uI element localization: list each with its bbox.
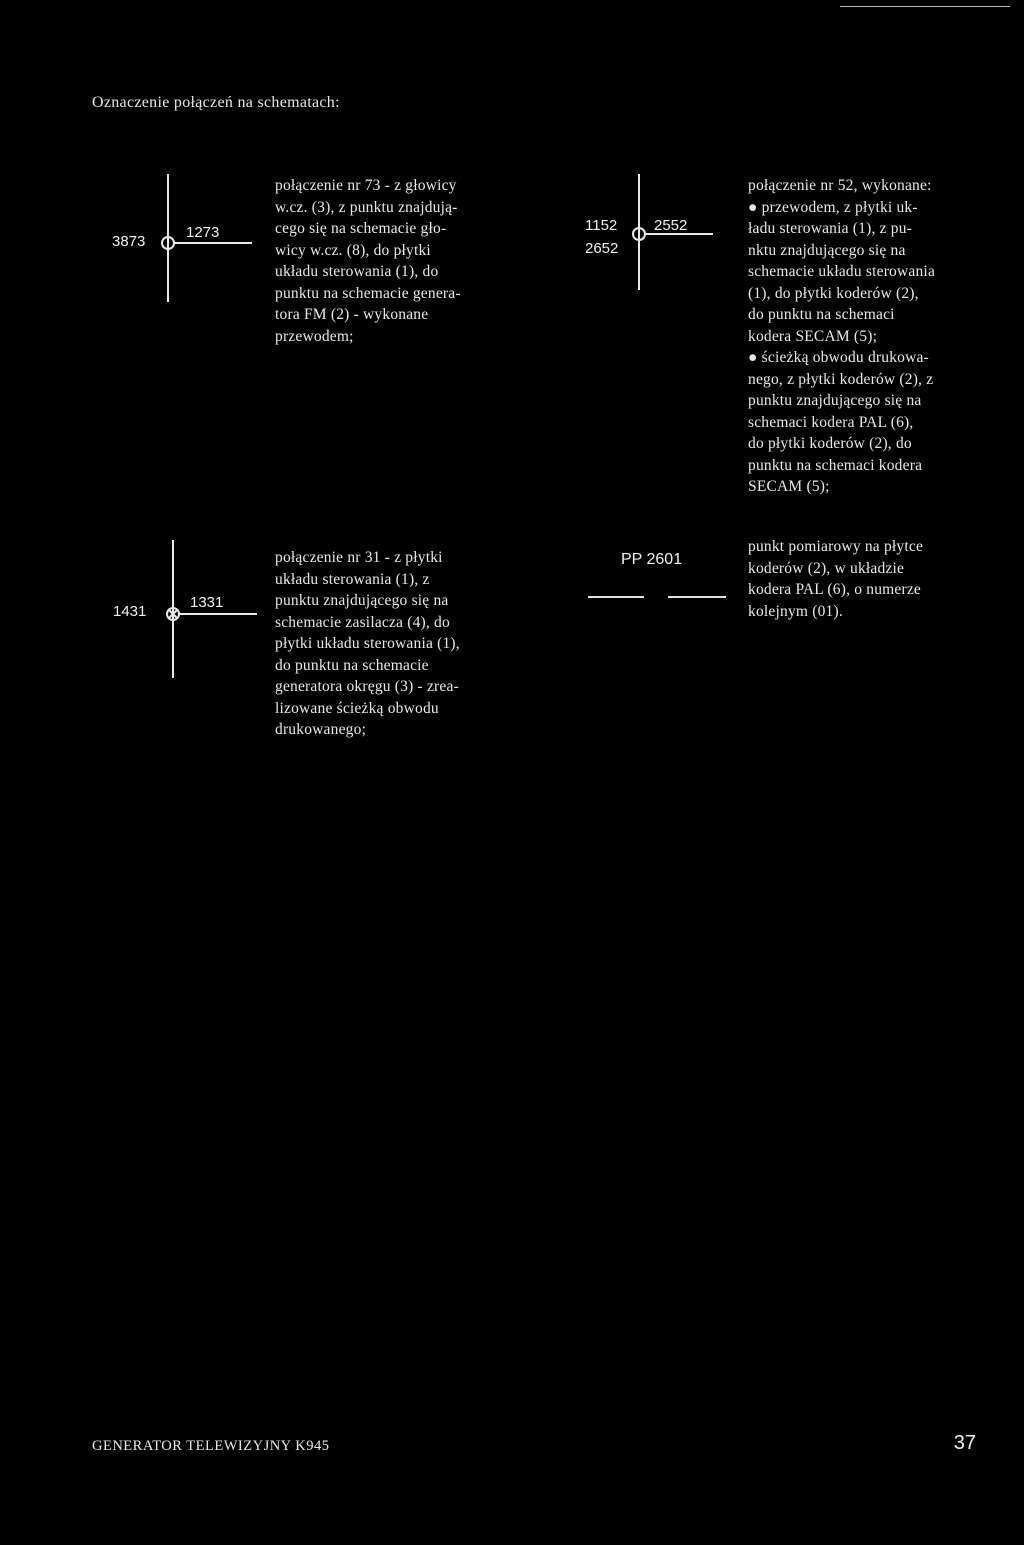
footer-publication: GENERATOR TELEWIZYJNY K945 <box>92 1438 330 1454</box>
measurement-point-label: PP 2601 <box>621 551 683 568</box>
connection-left-number-top: 1152 <box>585 217 618 234</box>
measurement-point-line-right <box>668 596 726 598</box>
entry-description: punkt pomiarowy na płytce koderów (2), w układzie kodera PAL (6), o numerze kolejnym (01). <box>748 538 924 620</box>
entry-description: połączenie nr 73 - z głowicy w.cz. (3), z punktu znajdują- cego się na schemacie gło- wicy w.cz. (8), do płytki układu sterowania (1), do punktu na schemacie genera- tora FM (2) - wykonane przewodem; <box>275 177 461 345</box>
page-title: Oznaczenie połączeń na schematach: <box>92 94 340 111</box>
connection-symbol-icon <box>631 174 731 294</box>
page-number: 37 <box>953 1432 976 1454</box>
connection-left-number: 3873 <box>112 233 146 250</box>
measurement-point-line-left <box>588 596 644 598</box>
connection-right-number: 1273 <box>186 224 220 241</box>
entry-description: połączenie nr 31 - z płytki układu sterowania (1), z punktu znajdującego się na schemacie zasilacza (4), do płytki układu sterowania (1), do punktu na schemacie generatora okręgu (3) - zrea- lizowane ścieżką obwodu drukowanego; <box>275 549 460 738</box>
connection-right-number: 1331 <box>190 594 224 611</box>
connection-left-number: 1431 <box>113 603 147 620</box>
connection-left-number-bottom: 2652 <box>585 240 619 257</box>
top-rule <box>840 6 1010 7</box>
connection-right-number: 2552 <box>654 217 688 234</box>
entry-description: połączenie nr 52, wykonane: ● przewodem, z płytki uk- ładu sterowania (1), z pu- nktu znajdującego się na schemacie układu sterowania (1), do płytki koderów (2), do punktu na schemaci kodera SECAM (5); ● ścieżką obwodu drukowa- nego, z płytki koderów (2), z punktu znajdującego się na schemaci kodera PAL (6), do płytki koderów (2), do punktu na schemaci kodera SECAM (5); <box>748 177 936 495</box>
